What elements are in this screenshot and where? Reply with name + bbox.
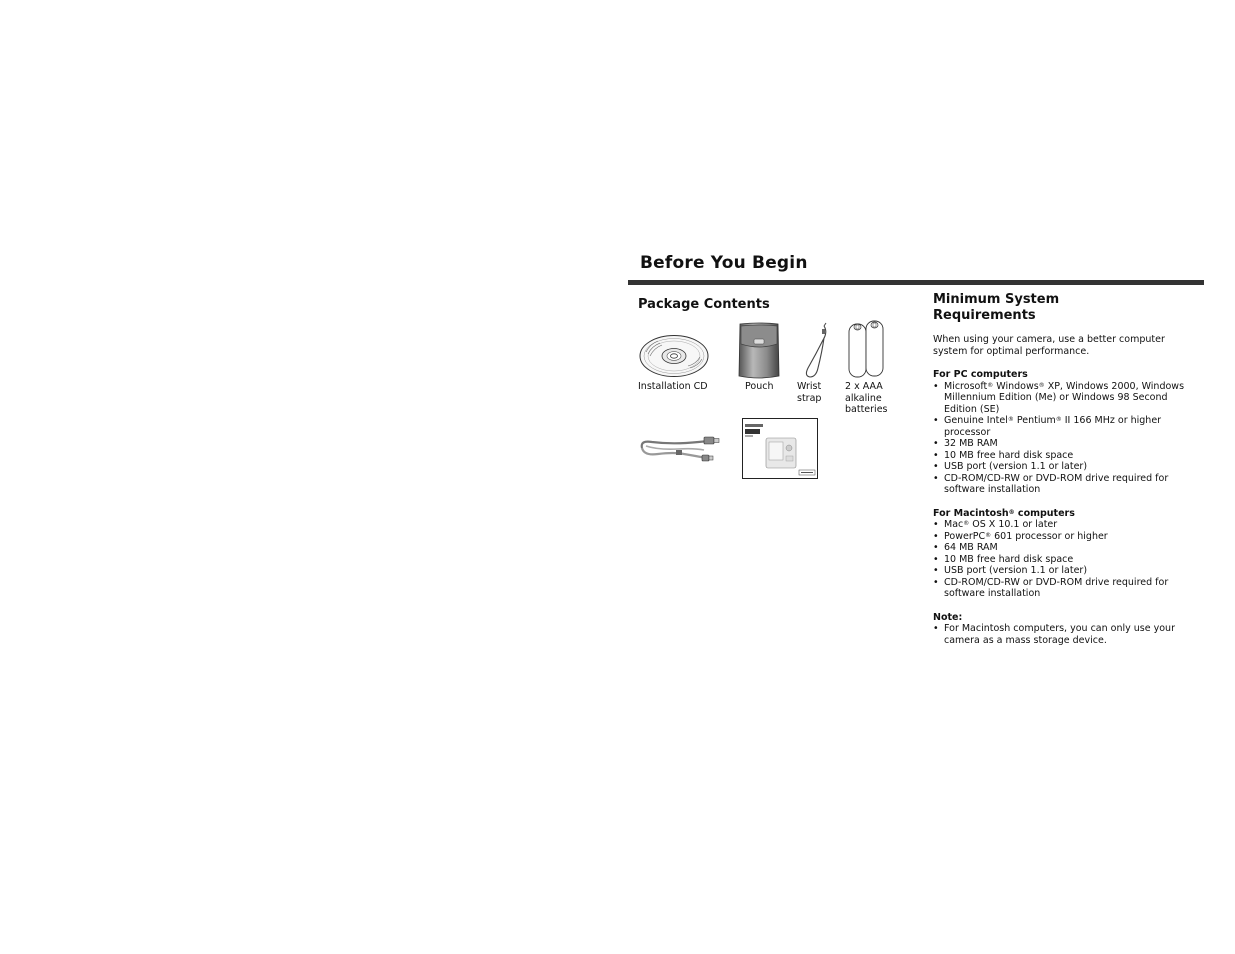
list-item: • Mac® OS X 10.1 or later [933, 519, 1198, 531]
note-list [933, 623, 1198, 646]
note-heading: Note: [933, 611, 963, 623]
title-divider [628, 280, 1204, 285]
list-item: • 10 MB free hard disk space [933, 450, 1198, 462]
system-requirements-section [933, 292, 1198, 658]
wrist-strap-icon [798, 322, 834, 380]
page-title: Before You Begin [640, 253, 808, 273]
list-item: • USB port (version 1.1 or later) [933, 461, 1198, 473]
list-item: • Microsoft® Windows® XP, Windows 2000, Windows Millennium Edition (Me) or Windows 98 Second Edition (SE) [933, 381, 1198, 416]
installation-cd-label: Installation CD [638, 381, 708, 392]
pouch-label: Pouch [745, 381, 774, 392]
wrist-strap-label: Wrist strap [797, 381, 822, 404]
list-item: • Genuine Intel® Pentium® II 166 MHz or higher processor [933, 415, 1198, 438]
list-item: • CD-ROM/CD-RW or DVD-ROM drive required for software installation [933, 473, 1198, 496]
batteries-icon [846, 319, 888, 379]
pouch-icon [737, 322, 781, 380]
usb-cable-icon [638, 430, 722, 466]
pc-requirements-heading: For PC computers [933, 369, 1028, 380]
user-manual-icon [742, 418, 818, 479]
cd-icon [638, 334, 710, 378]
list-item: • USB port (version 1.1 or later) [933, 565, 1198, 577]
package-contents-heading: Package Contents [638, 297, 770, 312]
batteries-label: 2 x AAA alkaline batteries [845, 381, 888, 415]
list-item: • For Macintosh computers, you can only use your camera as a mass storage device. [933, 623, 1198, 646]
list-item: • CD-ROM/CD-RW or DVD-ROM drive required for software installation [933, 577, 1198, 600]
mac-requirements-list [933, 519, 1198, 600]
requirements-intro: When using your camera, use a better computer system for optimal performance. [933, 334, 1165, 357]
system-requirements-heading: Minimum System Requirements [933, 292, 1060, 323]
list-item: • 64 MB RAM [933, 542, 1198, 554]
list-item: • 32 MB RAM [933, 438, 1198, 450]
mac-requirements-heading: For Macintosh® computers [933, 507, 1075, 519]
pc-requirements-list [933, 381, 1198, 496]
list-item: • 10 MB free hard disk space [933, 554, 1198, 566]
list-item: • PowerPC® 601 processor or higher [933, 531, 1198, 543]
